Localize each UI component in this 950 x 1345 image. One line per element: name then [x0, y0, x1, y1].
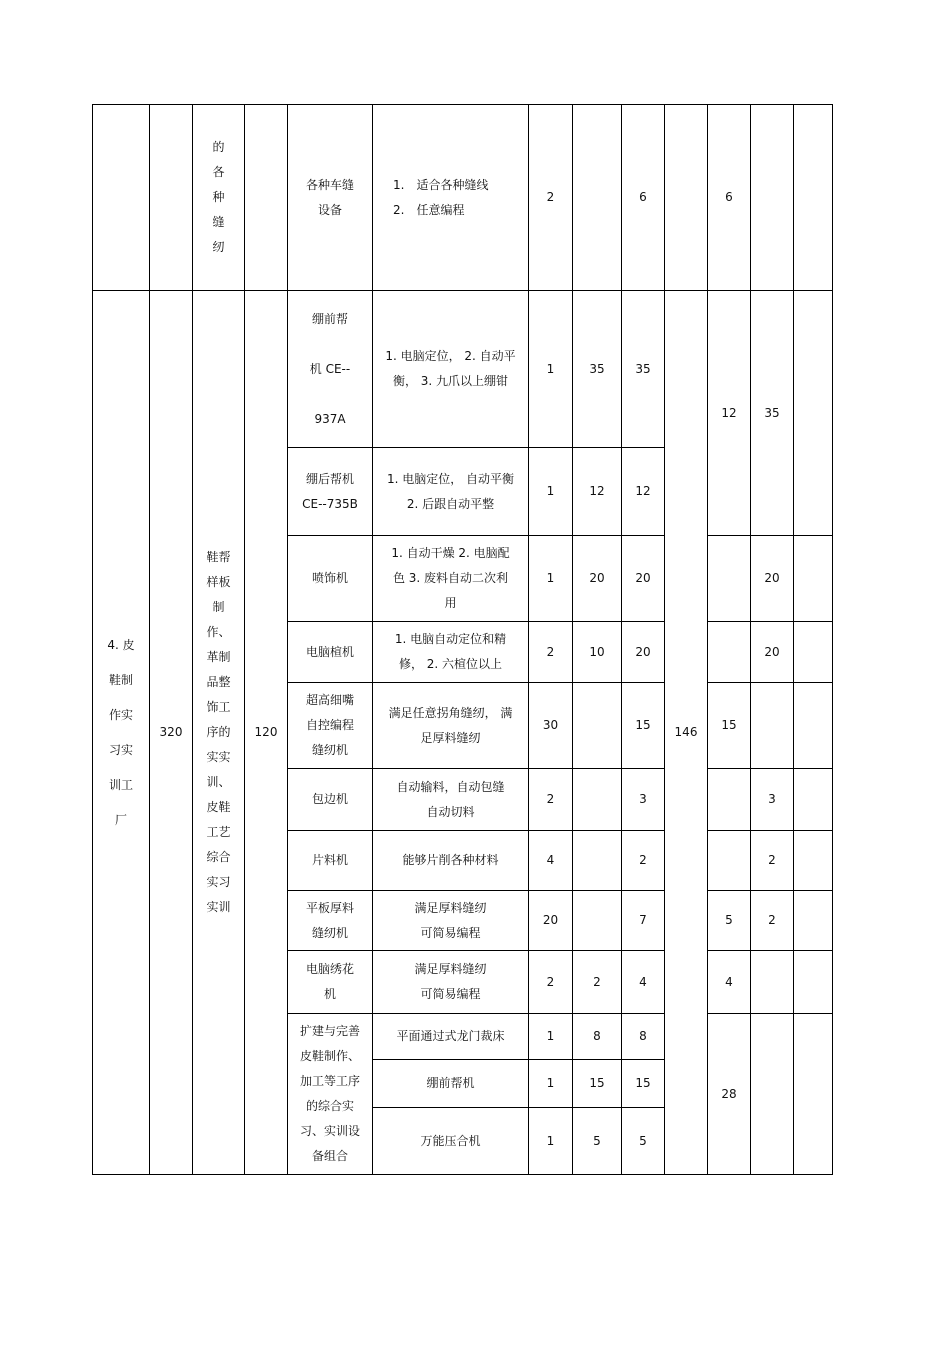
- value-cell: 12: [573, 448, 622, 536]
- equipment-name-cell: 片料机: [288, 831, 373, 891]
- value-cell: [708, 831, 751, 891]
- value-cell: 2: [622, 831, 665, 891]
- qty-cell: 1: [529, 1108, 573, 1175]
- value-cell: 15: [622, 683, 665, 769]
- value-cell: 20: [622, 536, 665, 622]
- value-cell: 6: [708, 105, 751, 291]
- value-cell: [573, 769, 622, 831]
- value-cell: 8: [622, 1014, 665, 1060]
- equipment-name-cell: 电脑绣花 机: [288, 951, 373, 1014]
- spec-cell: 绷前帮机: [373, 1060, 529, 1108]
- value-cell: 146: [665, 291, 708, 1175]
- value-cell: 6: [622, 105, 665, 291]
- area-cell: [150, 105, 193, 291]
- students-cell: 120: [245, 291, 288, 1175]
- spec-cell: 自动输料，自动包缝 自动切料: [373, 769, 529, 831]
- equipment-name-cell: 绷后帮机 CE--735B: [288, 448, 373, 536]
- equipment-name-cell: 包边机: [288, 769, 373, 831]
- value-cell: [708, 622, 751, 683]
- value-cell: 5: [573, 1108, 622, 1175]
- qty-cell: 2: [529, 105, 573, 291]
- value-cell: 15: [622, 1060, 665, 1108]
- students-cell: [245, 105, 288, 291]
- spec-cell: 1. 电脑自动定位和精 修， 2. 六楦位以上: [373, 622, 529, 683]
- value-cell: 35: [751, 291, 794, 536]
- value-cell: [751, 1014, 794, 1175]
- value-cell: [573, 105, 622, 291]
- empty-cell: [794, 891, 833, 951]
- value-cell: 35: [622, 291, 665, 448]
- value-cell: 4: [708, 951, 751, 1014]
- value-cell: 5: [708, 891, 751, 951]
- value-cell: 15: [573, 1060, 622, 1108]
- value-cell: [573, 891, 622, 951]
- value-cell: 7: [622, 891, 665, 951]
- value-cell: 28: [708, 1014, 751, 1175]
- equipment-table: [92, 104, 833, 1175]
- empty-cell: [794, 536, 833, 622]
- area-cell: 320: [150, 291, 193, 1175]
- value-cell: 15: [708, 683, 751, 769]
- value-cell: 10: [573, 622, 622, 683]
- qty-cell: 1: [529, 536, 573, 622]
- qty-cell: 1: [529, 291, 573, 448]
- equipment-name-cell: 各种车缝 设备: [288, 105, 373, 291]
- value-cell: 12: [622, 448, 665, 536]
- value-cell: 2: [751, 831, 794, 891]
- table-row: [93, 105, 833, 291]
- empty-cell: [794, 291, 833, 536]
- empty-cell: [794, 683, 833, 769]
- empty-cell: [794, 769, 833, 831]
- value-cell: 8: [573, 1014, 622, 1060]
- spec-cell: 满足厚料缝纫 可简易编程: [373, 891, 529, 951]
- value-cell: 2: [751, 891, 794, 951]
- value-cell: 20: [622, 622, 665, 683]
- value-cell: [573, 683, 622, 769]
- value-cell: 12: [708, 291, 751, 536]
- spec-cell: 满足厚料缝纫 可简易编程: [373, 951, 529, 1014]
- value-cell: 20: [751, 622, 794, 683]
- empty-cell: [794, 622, 833, 683]
- base-cell: 4. 皮 鞋制 作实 习实 训工 厂: [93, 291, 150, 1175]
- course-cell: 的 各 种 缝 纫: [193, 105, 245, 291]
- value-cell: 4: [622, 951, 665, 1014]
- value-cell: 3: [622, 769, 665, 831]
- qty-cell: 2: [529, 951, 573, 1014]
- qty-cell: 20: [529, 891, 573, 951]
- qty-cell: 1: [529, 1014, 573, 1060]
- qty-cell: 2: [529, 769, 573, 831]
- value-cell: 20: [573, 536, 622, 622]
- equipment-name-cell: 绷前帮 机 CE-- 937A: [288, 291, 373, 448]
- qty-cell: 4: [529, 831, 573, 891]
- equipment-group-cell: 扩建与完善 皮鞋制作、 加工等工序 的综合实 习、实训设 备组合: [288, 1014, 373, 1175]
- spec-cell: 满足任意拐角缝纫， 满 足厚料缝纫: [373, 683, 529, 769]
- value-cell: [751, 951, 794, 1014]
- value-cell: [751, 683, 794, 769]
- value-cell: 35: [573, 291, 622, 448]
- qty-cell: 2: [529, 622, 573, 683]
- value-cell: 20: [751, 536, 794, 622]
- spec-cell: 万能压合机: [373, 1108, 529, 1175]
- equipment-name-cell: 喷饰机: [288, 536, 373, 622]
- empty-cell: [794, 831, 833, 891]
- spec-cell: 1. 自动干燥 2. 电脑配 色 3. 废料自动二次利 用: [373, 536, 529, 622]
- qty-cell: 1: [529, 448, 573, 536]
- course-cell: 鞋帮 样板 制 作、 革制 品整 饰工 序的 实实 训、 皮鞋 工艺 综合 实习 实训: [193, 291, 245, 1175]
- table-row: [93, 291, 833, 448]
- spec-cell: 平面通过式龙门裁床: [373, 1014, 529, 1060]
- value-cell: [573, 831, 622, 891]
- value-cell: 2: [573, 951, 622, 1014]
- empty-cell: [794, 105, 833, 291]
- empty-cell: [794, 1014, 833, 1175]
- spec-cell: 1. 电脑定位， 自动平衡 2. 后跟自动平整: [373, 448, 529, 536]
- spec-cell: 能够片削各种材料: [373, 831, 529, 891]
- value-cell: 3: [751, 769, 794, 831]
- qty-cell: 30: [529, 683, 573, 769]
- equipment-name-cell: 电脑楦机: [288, 622, 373, 683]
- spec-cell: 1. 适合各种缝线 2. 任意编程: [373, 105, 529, 291]
- value-cell: [751, 105, 794, 291]
- base-cell: [93, 105, 150, 291]
- value-cell: [708, 769, 751, 831]
- spec-cell: 1. 电脑定位， 2. 自动平 衡， 3. 九爪以上绷钳: [373, 291, 529, 448]
- value-cell: [665, 105, 708, 291]
- value-cell: 5: [622, 1108, 665, 1175]
- qty-cell: 1: [529, 1060, 573, 1108]
- empty-cell: [794, 951, 833, 1014]
- value-cell: [708, 536, 751, 622]
- equipment-name-cell: 超高细嘴 自控编程 缝纫机: [288, 683, 373, 769]
- equipment-name-cell: 平板厚料 缝纫机: [288, 891, 373, 951]
